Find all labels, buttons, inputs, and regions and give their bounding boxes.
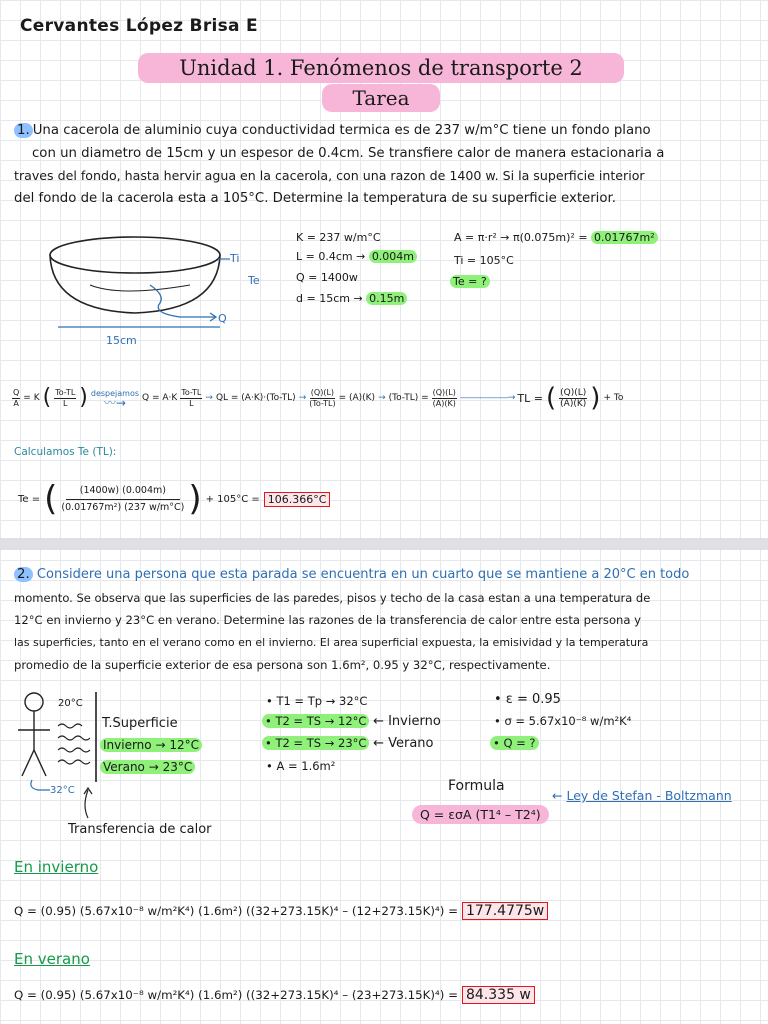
winter-result: 177.4775w — [462, 902, 548, 920]
problem-1-line-3: traves del fondo, hasta hervir agua en la cacerola, con una razon de 1400 w. Si la superficie interior — [14, 168, 645, 183]
problem-2-line-5: promedio de la superficie exterior de esa persona son 1.6m², 0.95 y 32°C, respectivamente. — [14, 658, 551, 672]
deriv-step-6-fraction: $\frac{(Q)(L)}{(A)(K)}$ — [560, 387, 587, 409]
p1-given-d-text: d = 15cm → — [296, 292, 363, 305]
p1-given-l-text: L = 0.4cm → — [296, 250, 366, 263]
problem-2-statement — [14, 564, 759, 677]
problem-2-line-4: las superficies, tanto en el verano como en el invierno. El area superficial expuesta, la emisividad y la temperatura — [14, 635, 649, 649]
unit-title — [138, 53, 624, 83]
deriv-step-6-plus: + To — [603, 393, 624, 403]
problem-2-line-3: 12°C en invierno y 23°C en verano. Determine las razones de la transferencia de calor entre esta persona y — [14, 613, 642, 627]
deriv-step-2: Q = A·K — [142, 393, 178, 403]
section-divider — [0, 538, 768, 550]
winter-heading: En invierno — [14, 858, 99, 876]
p2-given-t1: • T1 = Tp → 32°C — [266, 694, 368, 708]
p1-given-te-unknown: Te = ? — [450, 275, 490, 288]
summer-equation: Q = (0.95) (5.67x10⁻⁸ w/m²K⁴) (1.6m²) ((32+273.15K)⁴ – (23+273.15K)⁴) = — [14, 988, 458, 1002]
deriv-step-6: TL = — [517, 391, 543, 405]
p2-given-sigma: • σ = 5.67x10⁻⁸ w/m²K⁴ — [494, 714, 632, 728]
deriv-despejamos: despejamos — [90, 388, 140, 398]
pan-diameter-label: 15cm — [106, 334, 137, 347]
p2-given-t2-winter-value: • T2 = TS → 12°C — [262, 714, 369, 728]
stefan-boltzmann-formula: Q = εσA (T1⁴ – T2⁴) — [412, 805, 549, 824]
pan-q-label: Q — [218, 312, 227, 325]
deriv-step-2-fraction: $\frac{To-TL}{L}$ — [181, 387, 202, 408]
p1-given-d-converted: 0.15m — [366, 292, 407, 305]
deriv-step-5: (To-TL) = — [388, 393, 429, 403]
p1-derivation: $\frac{Q}{A}$ = K ( $\frac{To-TL}{L}$ ) despejamos 〰→ Q = A·K $\frac{To-TL}{L}$ → QL = (A·K)·(To-TL) → $\frac{(Q)(L)}{(To-TL)}$ = (A)(K) → (To-TL) = $\frac{(Q)(L)}{(A)(K)}$ ——————→ TL = ( $\frac{(Q)(L)}{(A)(K)}$ ) + To — [13, 383, 624, 413]
deriv-q-over-a: $\frac{Q}{A}$ — [13, 387, 20, 408]
p2-given-t2-summer-value: • T2 = TS → 23°C — [262, 736, 369, 750]
p1-given-l-converted: 0.004m — [369, 250, 417, 263]
deriv-k: = K — [23, 393, 40, 403]
law-name: ← Ley de Stefan - Boltzmann — [552, 788, 732, 803]
problem-2-number: 2. — [14, 567, 33, 582]
p1-calc-lhs: Te = — [18, 493, 41, 505]
winter-calculation — [14, 902, 548, 920]
deriv-step-5-fraction: $\frac{(Q)(L)}{(A)(K)}$ — [432, 387, 456, 408]
p2-given-emissivity: • ε = 0.95 — [494, 692, 561, 707]
surface-label: T.Superficie — [102, 716, 178, 731]
problem-1-line-2: con un diametro de 15cm y un espesor de 0.4cm. Se transfiere calor de manera estacionaria a — [32, 145, 665, 161]
problem-1-number: 1. — [14, 123, 33, 138]
body-temp-label: 32°C — [50, 785, 75, 796]
winter-equation: Q = (0.95) (5.67x10⁻⁸ w/m²K⁴) (1.6m²) ((32+273.15K)⁴ – (12+273.15K)⁴) = — [14, 904, 458, 918]
p1-calculation: Te = ( $\frac{(1400w) (0.004m)}{\text{(0.01767m²) (237 w/m°C)}}$ ) + 105°C = 106.366°C — [18, 478, 330, 520]
subtitle — [322, 84, 440, 112]
summer-heading: En verano — [14, 950, 90, 968]
p1-given-q: Q = 1400w — [296, 271, 358, 284]
problem-2-line-1: Considere una persona que esta parada se encuentra en un cuarto que se mantiene a 20°C en todo — [36, 567, 690, 582]
summer-result: 84.335 w — [462, 986, 535, 1004]
transfer-label: Transferencia de calor — [68, 822, 212, 837]
deriv-step-4: = (A)(K) — [338, 393, 376, 403]
p1-given-d — [296, 292, 407, 305]
p2-given-t2-summer-tag: ← Verano — [373, 736, 434, 751]
deriv-step-4-fraction: $\frac{(Q)(L)}{(To-TL)}$ — [309, 387, 336, 408]
p1-given-area-text: A = π·r² → π(0.075m)² = — [454, 231, 588, 244]
subtitle-text: Tarea — [352, 86, 410, 110]
pan-te-label: Te — [248, 274, 260, 287]
p1-given-l — [296, 250, 417, 263]
p1-given-area — [454, 231, 658, 244]
p1-result: 106.366°C — [264, 492, 331, 507]
problem-1-line-1: Una cacerola de aluminio cuya conductividad termica es de 237 w/m°C tiene un fondo plano — [32, 123, 651, 138]
deriv-step-3: QL = (A·K)·(To-TL) — [215, 393, 296, 403]
summer-calculation — [14, 986, 535, 1004]
p2-given-t2-summer — [262, 736, 434, 751]
unit-title-text: Unidad 1. Fenómenos de transporte 2 — [179, 56, 583, 80]
deriv-k-fraction: $\frac{To-TL}{L}$ — [55, 387, 76, 408]
room-temp-label: 20°C — [58, 698, 83, 709]
problem-2-line-2: momento. Se observa que las superficies de las paredes, pisos y techo de la casa estan a una temperatura de — [14, 590, 651, 605]
p1-given-ti: Ti = 105°C — [454, 254, 514, 267]
pan-diagram — [40, 225, 270, 350]
p2-given-q-unknown: • Q = ? — [490, 736, 539, 750]
p1-calc-label: Calculamos Te (TL): — [14, 446, 117, 458]
p1-calc-fraction — [61, 483, 184, 516]
p2-given-t2-winter — [262, 714, 441, 729]
winter-surface-temp: Invierno → 12°C — [100, 738, 202, 752]
student-name: Cervantes López Brisa E — [20, 16, 258, 36]
p1-calc-denominator: (0.01767m²) (237 w/m°C) — [61, 501, 185, 513]
law-name-text: Ley de Stefan - Boltzmann — [566, 788, 732, 803]
p1-given-k: K = 237 w/m°C — [296, 231, 381, 244]
p1-calc-plus: + 105°C = — [205, 493, 260, 505]
transfer-arrow — [78, 784, 98, 820]
problem-1-statement — [14, 120, 754, 210]
p1-given-area-value: 0.01767m² — [591, 231, 658, 244]
p2-given-t2-winter-tag: ← Invierno — [373, 714, 441, 729]
p1-calc-numerator: (1400w) (0.004m) — [66, 483, 180, 500]
pan-ti-label: Ti — [230, 252, 240, 265]
p2-given-area: • A = 1.6m² — [266, 759, 336, 773]
formula-label: Formula — [448, 778, 505, 794]
problem-1-line-4: del fondo de la cacerola esta a 105°C. Determine la temperatura de su superficie exterior. — [14, 190, 616, 206]
summer-surface-temp: Verano → 23°C — [100, 760, 195, 774]
